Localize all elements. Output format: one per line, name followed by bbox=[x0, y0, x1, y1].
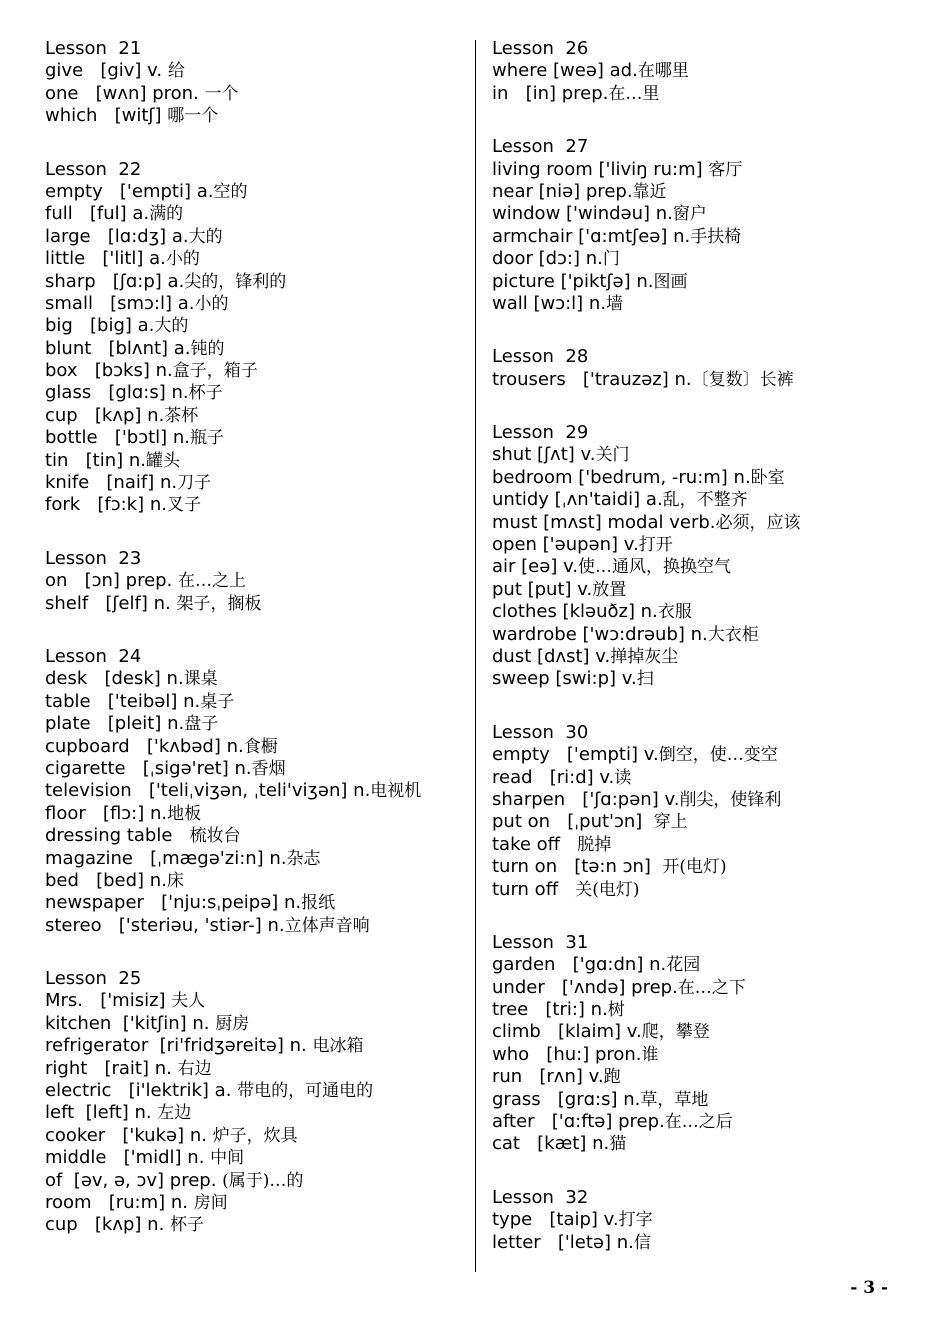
vocab-entry bbox=[492, 811, 912, 833]
entry-chinese: 杂志 bbox=[286, 848, 321, 869]
vocab-entry bbox=[45, 758, 465, 780]
vocab-entry bbox=[492, 512, 912, 534]
entry-english: who [hu:] pron. bbox=[492, 1043, 642, 1065]
entry-english: give [giv] v. bbox=[45, 60, 168, 82]
vocab-entry bbox=[45, 181, 465, 203]
entry-chinese: 架子，搁板 bbox=[176, 593, 262, 614]
vocab-entry bbox=[492, 444, 912, 466]
vocab-entry bbox=[492, 534, 912, 556]
vocab-entry bbox=[492, 744, 912, 766]
entry-english: cat [kæt] n. bbox=[492, 1133, 610, 1155]
entry-chinese: 图画 bbox=[653, 271, 688, 292]
entry-english: climb [klaim] v. bbox=[492, 1021, 642, 1043]
vocab-entry bbox=[492, 834, 912, 856]
entry-chinese: 香烟 bbox=[251, 758, 286, 779]
entry-english: one [wʌn] pron. bbox=[45, 82, 205, 104]
entry-chinese: 必须，应该 bbox=[715, 512, 801, 533]
entry-chinese: 炉子，炊具 bbox=[212, 1125, 298, 1146]
left-column bbox=[45, 38, 465, 1237]
entry-chinese: 一个 bbox=[204, 83, 239, 104]
vocab-entry bbox=[45, 780, 465, 802]
entry-chinese: 茶杯 bbox=[164, 405, 199, 426]
vocab-entry bbox=[492, 954, 912, 976]
vocab-entry bbox=[45, 338, 465, 360]
entry-english: big [big] a. bbox=[45, 315, 155, 337]
entry-chinese: 尖的，锋利的 bbox=[184, 271, 287, 292]
entry-chinese: 打开 bbox=[638, 535, 673, 556]
entry-english: newspaper ['nju:sˌpeipə] n. bbox=[45, 892, 302, 914]
vocab-entry bbox=[492, 1089, 912, 1111]
entry-chinese: 衣服 bbox=[657, 602, 692, 623]
vocab-entry bbox=[492, 369, 912, 391]
entry-english: tin [tin] n. bbox=[45, 449, 146, 471]
vocab-entry bbox=[45, 360, 465, 382]
entry-english: empty ['empti] a. bbox=[45, 180, 214, 202]
lesson-gap bbox=[492, 315, 912, 346]
entry-chinese: 厨房 bbox=[215, 1013, 250, 1034]
vocab-entry bbox=[45, 870, 465, 892]
lesson-title: Lesson 22 bbox=[45, 158, 142, 180]
vocab-entry bbox=[45, 248, 465, 270]
entry-chinese: 关门 bbox=[595, 445, 630, 466]
vocab-entry bbox=[45, 593, 465, 615]
entry-english: magazine [ˌmægə'zi:n] n. bbox=[45, 847, 287, 869]
entry-english: television ['teliˌviʒən, ˌteli'viʒən] n. bbox=[45, 780, 371, 802]
vocab-entry bbox=[45, 825, 465, 847]
entry-chinese: 中间 bbox=[210, 1148, 245, 1169]
lesson-block bbox=[492, 722, 912, 901]
entry-chinese: 地板 bbox=[167, 803, 202, 824]
entry-english: turn off bbox=[492, 878, 576, 900]
entry-english: open ['əupən] v. bbox=[492, 534, 639, 556]
lesson-gap bbox=[45, 615, 465, 646]
vocab-entry bbox=[45, 1147, 465, 1169]
vocab-entry bbox=[492, 856, 912, 878]
lesson-block bbox=[492, 38, 912, 105]
lesson-gap bbox=[45, 128, 465, 159]
vocab-entry bbox=[45, 803, 465, 825]
entry-chinese: 放置 bbox=[592, 579, 627, 600]
entry-english: dressing table bbox=[45, 825, 190, 847]
vocab-entry bbox=[45, 60, 465, 82]
entry-chinese: 乱，不整齐 bbox=[662, 490, 748, 511]
entry-english: which [witʃ] bbox=[45, 105, 168, 127]
vocab-entry bbox=[45, 226, 465, 248]
vocab-entry bbox=[45, 1080, 465, 1102]
entry-chinese: 使…通风，换换空气 bbox=[578, 557, 732, 578]
lesson-title: Lesson 31 bbox=[492, 931, 589, 953]
entry-english: glass [glɑ:s] n. bbox=[45, 382, 189, 404]
vocab-entry bbox=[492, 226, 912, 248]
lesson-block bbox=[45, 159, 465, 517]
lesson-gap bbox=[45, 517, 465, 548]
entry-english: plate [pleit] n. bbox=[45, 713, 185, 735]
vocab-entry bbox=[492, 203, 912, 225]
entry-english: air [eə] v. bbox=[492, 556, 579, 578]
vocab-entry bbox=[492, 601, 912, 623]
entry-english: after ['ɑ:ftə] prep. bbox=[492, 1111, 665, 1133]
entry-english: run [rʌn] v. bbox=[492, 1066, 604, 1088]
entry-chinese: 穿上 bbox=[653, 812, 688, 833]
lesson-gap bbox=[492, 1156, 912, 1187]
entry-english: box [bɔks] n. bbox=[45, 360, 173, 382]
vocab-entry bbox=[492, 1066, 912, 1088]
entry-english: window ['windəu] n. bbox=[492, 203, 673, 225]
lesson-block bbox=[45, 38, 465, 128]
entry-chinese: 小的 bbox=[194, 293, 229, 314]
entry-english: where [weə] ad. bbox=[492, 60, 638, 82]
entry-english: table ['teibəl] n. bbox=[45, 690, 201, 712]
vocab-entry bbox=[45, 1102, 465, 1124]
vocab-entry bbox=[45, 915, 465, 937]
entry-english: empty ['empti] v. bbox=[492, 744, 659, 766]
entry-chinese: 食橱 bbox=[243, 736, 278, 757]
entry-english: on [ɔn] prep. bbox=[45, 570, 179, 592]
entry-english: bed [bed] n. bbox=[45, 869, 167, 891]
vocab-entry bbox=[45, 1214, 465, 1236]
entry-english: electric [i'lektrik] a. bbox=[45, 1080, 238, 1102]
vocab-entry bbox=[45, 1058, 465, 1080]
entry-english: grass [grɑ:s] n. bbox=[492, 1088, 641, 1110]
lesson-gap bbox=[492, 105, 912, 136]
vocab-entry bbox=[45, 713, 465, 735]
lesson-gap bbox=[492, 691, 912, 722]
entry-english: small [smɔ:l] a. bbox=[45, 292, 195, 314]
lesson-gap bbox=[492, 391, 912, 422]
column-divider bbox=[475, 40, 476, 1272]
entry-chinese: 窗户 bbox=[672, 204, 707, 225]
entry-english: sweep [swi:p] v. bbox=[492, 668, 637, 690]
entry-chinese: 空的 bbox=[213, 181, 248, 202]
entry-chinese: 梳妆台 bbox=[189, 826, 241, 847]
entry-chinese: 夫人 bbox=[171, 991, 206, 1012]
vocab-entry bbox=[492, 999, 912, 1021]
entry-chinese: 跑 bbox=[603, 1067, 621, 1088]
lesson-block bbox=[45, 548, 465, 615]
vocab-entry bbox=[45, 405, 465, 427]
entry-chinese: 刀子 bbox=[177, 473, 212, 494]
lesson-block bbox=[492, 422, 912, 691]
right-column bbox=[492, 38, 912, 1254]
vocab-entry bbox=[45, 570, 465, 592]
vocab-entry bbox=[45, 382, 465, 404]
entry-english: floor [flɔ:] n. bbox=[45, 802, 168, 824]
entry-chinese: 床 bbox=[166, 870, 184, 891]
entry-english: must [mʌst] modal verb. bbox=[492, 511, 716, 533]
vocab-entry bbox=[45, 990, 465, 1012]
entry-chinese: (属于)…的 bbox=[222, 1170, 304, 1191]
vocab-entry bbox=[45, 450, 465, 472]
vocab-entry bbox=[45, 427, 465, 449]
entry-english: large [lɑ:dʒ] a. bbox=[45, 225, 189, 247]
entry-chinese: 在…之上 bbox=[178, 571, 247, 592]
entry-english: tree [tri:] n. bbox=[492, 999, 608, 1021]
entry-english: armchair ['ɑ:mtʃeə] n. bbox=[492, 225, 691, 247]
lesson-title: Lesson 21 bbox=[45, 38, 142, 59]
entry-english: wall [wɔ:l] n. bbox=[492, 292, 607, 314]
entry-chinese: 草，草地 bbox=[640, 1089, 709, 1110]
entry-english: desk [desk] n. bbox=[45, 668, 184, 690]
vocab-entry bbox=[492, 181, 912, 203]
vocab-entry bbox=[45, 736, 465, 758]
entry-english: letter ['letə] n. bbox=[492, 1231, 634, 1253]
vocab-entry bbox=[45, 1013, 465, 1035]
vocab-entry bbox=[492, 159, 912, 181]
entry-english: sharpen ['ʃɑ:pən] v. bbox=[492, 788, 680, 810]
entry-chinese: 在…里 bbox=[608, 83, 660, 104]
page-number: - 3 - bbox=[850, 1278, 888, 1298]
vocab-entry bbox=[45, 293, 465, 315]
vocab-entry bbox=[492, 624, 912, 646]
entry-chinese: 门 bbox=[602, 249, 620, 270]
lesson-gap bbox=[492, 901, 912, 932]
entry-english: clothes [kləuðz] n. bbox=[492, 601, 658, 623]
entry-chinese: 爬，攀登 bbox=[641, 1022, 710, 1043]
vocab-entry bbox=[45, 315, 465, 337]
vocab-entry bbox=[45, 494, 465, 516]
entry-chinese: 给 bbox=[167, 61, 185, 82]
vocab-entry bbox=[492, 1133, 912, 1155]
entry-chinese: 关(电灯) bbox=[575, 879, 640, 900]
entry-english: sharp [ʃɑ:p] a. bbox=[45, 270, 185, 292]
entry-english: bedroom ['bedrum, -ru:m] n. bbox=[492, 466, 751, 488]
lesson-title: Lesson 26 bbox=[492, 38, 589, 59]
entry-chinese: 小的 bbox=[165, 249, 200, 270]
entry-chinese: 手扶椅 bbox=[690, 226, 742, 247]
entry-chinese: 满的 bbox=[149, 204, 184, 225]
vocab-entry bbox=[492, 60, 912, 82]
entry-chinese: 卧室 bbox=[750, 467, 785, 488]
vocab-entry bbox=[492, 467, 912, 489]
entry-chinese: 左边 bbox=[157, 1103, 192, 1124]
entry-chinese: 客厅 bbox=[708, 159, 743, 180]
entry-english: right [rait] n. bbox=[45, 1057, 178, 1079]
lesson-title: Lesson 24 bbox=[45, 645, 142, 667]
entry-english: full [ful] a. bbox=[45, 203, 150, 225]
vocab-entry bbox=[492, 977, 912, 999]
entry-chinese: 树 bbox=[607, 1000, 625, 1021]
lesson-title: Lesson 27 bbox=[492, 136, 589, 158]
entry-chinese: 叉子 bbox=[166, 495, 201, 516]
lesson-block bbox=[492, 346, 912, 391]
entry-english: middle ['midl] n. bbox=[45, 1147, 211, 1169]
entry-chinese: 扫 bbox=[636, 669, 654, 690]
entry-english: shelf [ʃelf] n. bbox=[45, 592, 177, 614]
vocab-entry bbox=[45, 83, 465, 105]
entry-english: little ['litl] a. bbox=[45, 248, 166, 270]
entry-english: under ['ʌndə] prep. bbox=[492, 976, 678, 998]
vocab-entry bbox=[492, 83, 912, 105]
entry-chinese: 猫 bbox=[609, 1134, 627, 1155]
lesson-title: Lesson 30 bbox=[492, 721, 589, 743]
vocab-entry bbox=[492, 879, 912, 901]
entry-chinese: 右边 bbox=[177, 1058, 212, 1079]
entry-english: kitchen ['kitʃin] n. bbox=[45, 1012, 216, 1034]
vocab-entry bbox=[45, 1035, 465, 1057]
entry-english: left [left] n. bbox=[45, 1102, 158, 1124]
entry-english: cupboard ['kʌbəd] n. bbox=[45, 735, 244, 757]
entry-chinese: 花园 bbox=[666, 955, 701, 976]
vocab-entry bbox=[45, 1125, 465, 1147]
entry-english: living room ['liviŋ ru:m] bbox=[492, 158, 709, 180]
entry-english: shut [ʃʌt] v. bbox=[492, 444, 596, 466]
vocab-entry bbox=[45, 668, 465, 690]
entry-english: bottle ['bɔtl] n. bbox=[45, 427, 191, 449]
vocab-entry bbox=[492, 489, 912, 511]
entry-english: put on [ˌput'ɔn] bbox=[492, 811, 654, 833]
vocab-entry bbox=[492, 646, 912, 668]
entry-english: stereo ['steriəu, 'stiər-] n. bbox=[45, 914, 285, 936]
vocab-entry bbox=[492, 1232, 912, 1254]
lesson-title: Lesson 29 bbox=[492, 422, 589, 444]
entry-chinese: 电视机 bbox=[370, 781, 422, 802]
entry-english: cooker ['kukə] n. bbox=[45, 1124, 213, 1146]
entry-english: Mrs. ['misiz] bbox=[45, 990, 172, 1012]
lesson-title: Lesson 25 bbox=[45, 968, 142, 990]
vocab-entry bbox=[492, 1209, 912, 1231]
vocab-entry bbox=[492, 1021, 912, 1043]
lesson-title: Lesson 32 bbox=[492, 1186, 589, 1208]
entry-chinese: 带电的，可通电的 bbox=[237, 1081, 374, 1102]
entry-english: picture ['piktʃə] n. bbox=[492, 270, 654, 292]
entry-english: put [put] v. bbox=[492, 578, 593, 600]
vocab-entry bbox=[492, 293, 912, 315]
entry-chinese: 大的 bbox=[188, 226, 223, 247]
entry-chinese: 信 bbox=[633, 1232, 651, 1253]
vocab-entry bbox=[45, 271, 465, 293]
entry-english: take off bbox=[492, 833, 578, 855]
vocab-entry bbox=[45, 203, 465, 225]
entry-chinese: 课桌 bbox=[183, 669, 218, 690]
entry-chinese: 报纸 bbox=[301, 893, 336, 914]
entry-chinese: 桌子 bbox=[200, 691, 235, 712]
entry-english: cup [kʌp] n. bbox=[45, 1214, 171, 1236]
vocab-entry bbox=[45, 691, 465, 713]
vocab-entry bbox=[492, 1111, 912, 1133]
entry-english: type [taip] v. bbox=[492, 1209, 619, 1231]
entry-english: turn on [tə:n ɔn] bbox=[492, 856, 663, 878]
entry-english: dust [dʌst] v. bbox=[492, 645, 611, 667]
entry-chinese: 瓶子 bbox=[190, 428, 225, 449]
vocab-entry bbox=[45, 1192, 465, 1214]
vocab-entry bbox=[492, 248, 912, 270]
entry-chinese: 大的 bbox=[154, 316, 189, 337]
entry-chinese: 杯子 bbox=[188, 383, 223, 404]
vocab-entry bbox=[492, 1044, 912, 1066]
entry-english: garden ['gɑ:dn] n. bbox=[492, 954, 667, 976]
entry-english: trousers ['trauzəz] n. bbox=[492, 368, 692, 390]
entry-english: fork [fɔ:k] n. bbox=[45, 494, 167, 516]
entry-english: knife [naif] n. bbox=[45, 472, 178, 494]
vocab-entry bbox=[492, 271, 912, 293]
entry-english: door [dɔ:] n. bbox=[492, 248, 603, 270]
entry-english: in [in] prep. bbox=[492, 82, 609, 104]
entry-chinese: 杯子 bbox=[170, 1215, 205, 1236]
entry-chinese: 削尖，使锋利 bbox=[679, 789, 782, 810]
entry-chinese: 读 bbox=[614, 767, 632, 788]
entry-chinese: 掸掉灰尘 bbox=[610, 646, 679, 667]
entry-chinese: 钝的 bbox=[190, 338, 225, 359]
lesson-block bbox=[492, 932, 912, 1156]
vocab-entry bbox=[45, 892, 465, 914]
entry-chinese: 罐头 bbox=[146, 450, 180, 471]
lesson-gap bbox=[45, 937, 465, 968]
entry-chinese: 打字 bbox=[618, 1210, 653, 1231]
vocab-entry bbox=[45, 472, 465, 494]
entry-chinese: 脱掉 bbox=[577, 834, 612, 855]
lesson-block bbox=[45, 968, 465, 1237]
entry-chinese: 哪一个 bbox=[167, 106, 219, 127]
entry-chinese: 开(电灯) bbox=[662, 857, 727, 878]
entry-chinese: 盘子 bbox=[184, 714, 219, 735]
entry-english: refrigerator [ri'fridʒəreitə] n. bbox=[45, 1035, 313, 1057]
entry-english: room [ru:m] n. bbox=[45, 1191, 194, 1213]
vocab-entry bbox=[492, 789, 912, 811]
entry-chinese: 在哪里 bbox=[637, 61, 689, 82]
vocab-entry bbox=[492, 668, 912, 690]
entry-english: untidy [ˌʌn'taidi] a. bbox=[492, 489, 663, 511]
lesson-block bbox=[492, 1187, 912, 1254]
entry-english: cigarette [ˌsigə'ret] n. bbox=[45, 757, 252, 779]
entry-chinese: 谁 bbox=[641, 1044, 659, 1065]
lesson-title: Lesson 28 bbox=[492, 346, 589, 368]
entry-chinese: 在…之后 bbox=[664, 1112, 733, 1133]
entry-chinese: 立体声音响 bbox=[284, 915, 370, 936]
entry-english: near [niə] prep. bbox=[492, 180, 633, 202]
entry-english: blunt [blʌnt] a. bbox=[45, 337, 191, 359]
entry-chinese: 〔复数〕长裤 bbox=[691, 369, 794, 390]
lesson-block bbox=[45, 646, 465, 937]
vocab-entry bbox=[45, 848, 465, 870]
lesson-block bbox=[492, 136, 912, 315]
entry-english: cup [kʌp] n. bbox=[45, 404, 165, 426]
entry-english: wardrobe ['wɔ:drəub] n. bbox=[492, 623, 708, 645]
entry-english: of [əv, ə, ɔv] prep. bbox=[45, 1169, 223, 1191]
entry-english: read [ri:d] v. bbox=[492, 766, 615, 788]
vocab-entry bbox=[492, 579, 912, 601]
vocab-entry bbox=[492, 556, 912, 578]
entry-chinese: 墙 bbox=[606, 293, 624, 314]
entry-chinese: 电冰箱 bbox=[312, 1036, 364, 1057]
entry-chinese: 盒子，箱子 bbox=[172, 361, 258, 382]
lesson-title: Lesson 23 bbox=[45, 547, 142, 569]
vocab-entry bbox=[45, 1170, 465, 1192]
entry-chinese: 大衣柜 bbox=[707, 624, 759, 645]
entry-chinese: 在…之下 bbox=[677, 977, 746, 998]
entry-chinese: 靠近 bbox=[632, 181, 667, 202]
vocab-entry bbox=[45, 105, 465, 127]
entry-chinese: 倒空，使…变空 bbox=[658, 745, 778, 766]
entry-chinese: 房间 bbox=[193, 1192, 228, 1213]
vocab-entry bbox=[492, 767, 912, 789]
